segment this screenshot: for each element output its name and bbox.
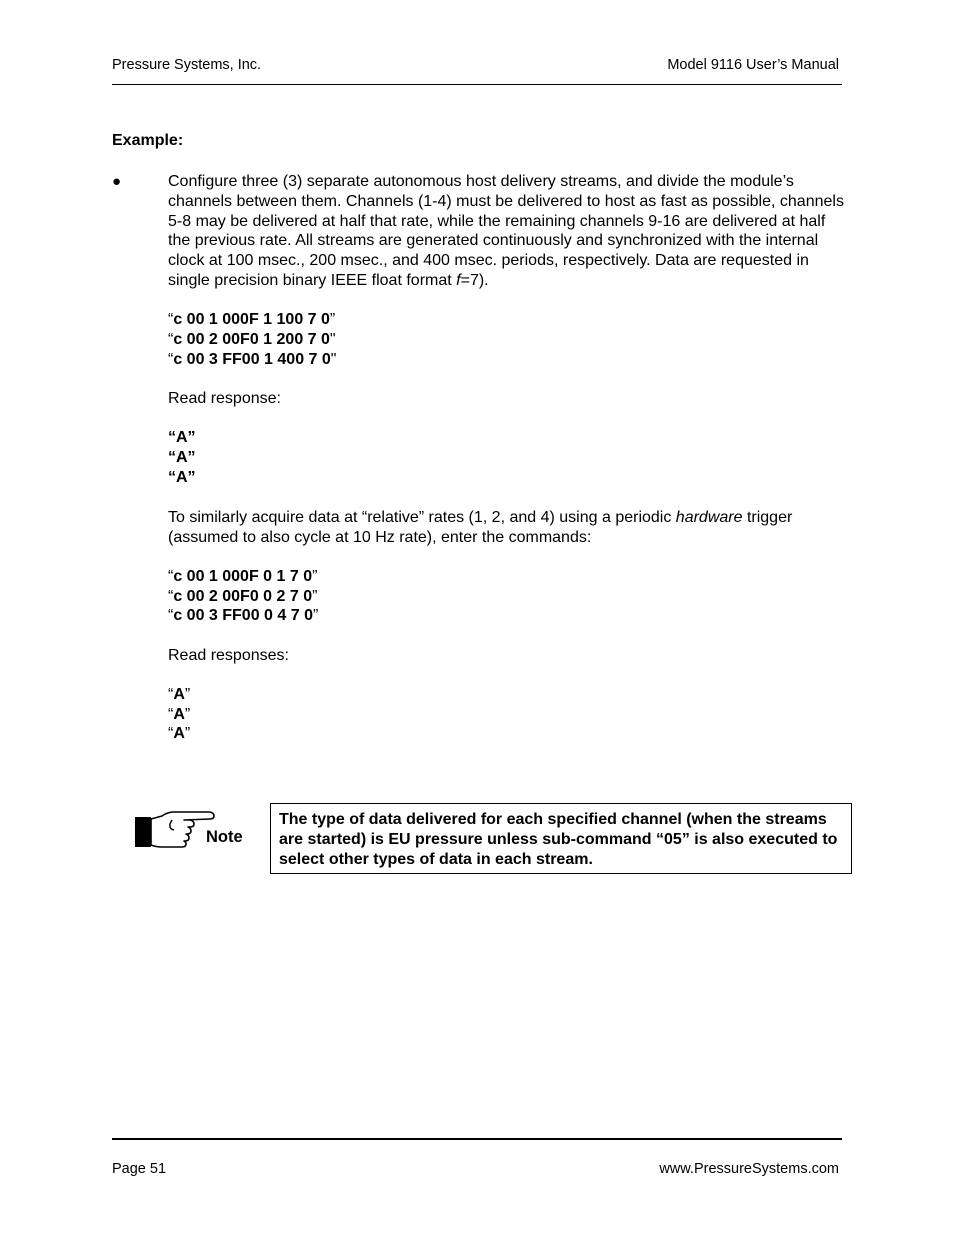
command-line: “c 00 1 000F 1 100 7 0” — [168, 311, 336, 328]
response-line: “A” — [168, 469, 196, 486]
response-line: “A” — [168, 686, 191, 703]
read-response-label: Read response: — [168, 390, 281, 407]
header-company: Pressure Systems, Inc. — [112, 57, 262, 73]
example-heading: Example: — [112, 132, 184, 149]
command-line: “c 00 2 00F0 1 200 7 0" — [168, 331, 336, 348]
para2-end: trigger (assumed to also cycle at 10 Hz rate), enter the commands: — [168, 509, 793, 546]
footer-rule — [112, 1138, 842, 1140]
bullet-icon: ● — [112, 173, 122, 190]
para1-text: Configure three (3) separate autonomous host delivery streams, and divide the module’s channels between them. Channels (1-4) must be delivered to host as fast as possible, channels 5-8 may be delivered at half that rate, while the remaining channels 9-16 are delivered at half the previous rate. All streams are generated continuously and synchronized with the internal clock at 100 msec., 200 msec., and 400 msec. periods, respectively. Data are requested in single precision binary IEEE float format — [168, 173, 844, 289]
hardware-trigger-paragraph — [168, 508, 848, 548]
para2-italic: hardware — [675, 509, 743, 526]
page-number: Page 51 — [112, 1161, 167, 1177]
footer-website-link[interactable]: www.PressureSystems.com — [659, 1161, 839, 1177]
header-manual-title: Model 9116 User’s Manual — [667, 57, 839, 73]
response-line: “A” — [168, 725, 191, 742]
response-line: “A” — [168, 449, 196, 466]
description-paragraph — [168, 172, 848, 291]
command-line: “c 00 3 FF00 1 400 7 0" — [168, 351, 337, 368]
para1-italic: f — [456, 271, 461, 289]
response-line: “A” — [168, 706, 191, 723]
para2-text: To similarly acquire data at “relative” rates (1, 2, and 4) using a periodic — [168, 509, 676, 526]
para1-end: =7). — [460, 271, 489, 289]
response-line: “A” — [168, 429, 196, 446]
pointing-hand-icon — [134, 809, 216, 851]
note-box: The type of data delivered for each specified channel (when the streams are started) is EU pressure unless sub-command “05” is also executed to select other types of data in each stream. — [270, 803, 852, 874]
command-line: “c 00 3 FF00 0 4 7 0” — [168, 607, 319, 624]
command-line: “c 00 2 00F0 0 2 7 0” — [168, 588, 318, 605]
command-line: “c 00 1 000F 0 1 7 0” — [168, 568, 318, 585]
read-responses-label: Read responses: — [168, 647, 289, 664]
header-rule — [112, 84, 842, 85]
note-label: Note — [206, 828, 243, 846]
